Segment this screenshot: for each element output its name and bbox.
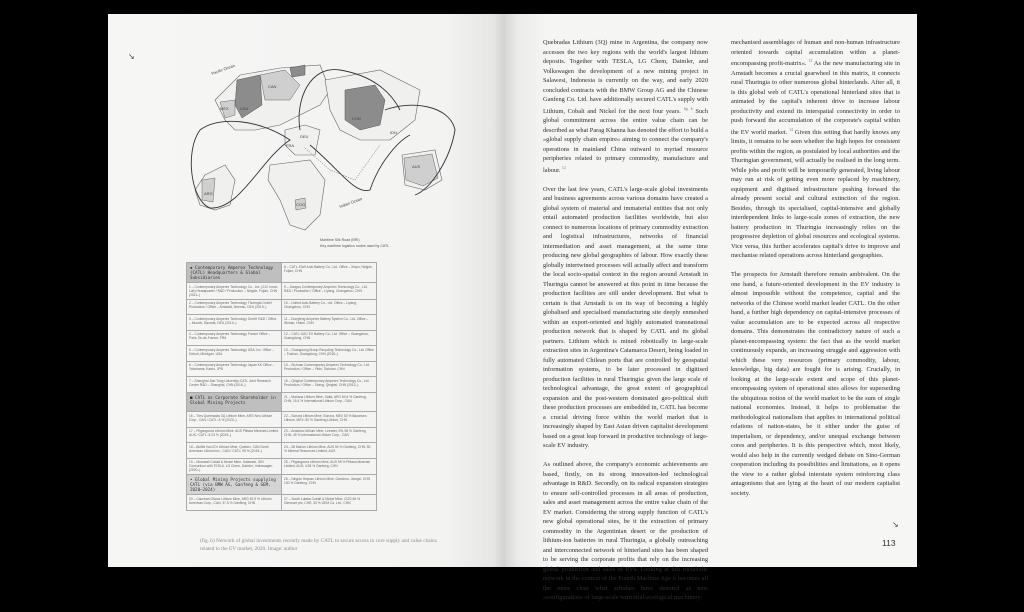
label-pacific-ocean: Pacific Ocean	[210, 62, 236, 76]
landmass-south-america	[195, 165, 235, 210]
table-cell: 5 – Contemporary Amperex Technology USA, Inc. Office – Detroit, Michigan, USA	[187, 346, 282, 362]
table-cell: 9 – Jiangsu Contemporary Amperex Technology Co., Ltd. R&D / Production / Office – Liyang, Changzhou, CHN	[282, 283, 377, 300]
landmass-africa	[268, 160, 325, 230]
table-cell: 6 – Contemporary Amperex Technology Japan KK Office – Yokohama, Kanto, JPN	[187, 361, 282, 377]
table-cell: 21 – Mariana Lithium Mine, Salta, ARG 84.6 % Ganfeng, CHN; 15.4 % International Lithium Corp., CAN	[282, 393, 377, 412]
ink-mark-icon: ↘	[892, 520, 899, 529]
table-cell: 2 – Contemporary Amperex Technology Thuringia GmbH Production / Office – Arnstadt, Ilmenau, DEU (2019–)	[187, 299, 282, 315]
table-cell: 15 – Qinghai Contemporary Amperex Technology Co., Ltd. Production / Office – Xining, Qinghai, CHN (2012–)	[282, 377, 377, 393]
text-column-2	[731, 38, 900, 508]
subsidiaries-header: ◆ Contemporary Amperex Technology (CATL) Headquarters & Global Subsidiaries	[187, 263, 282, 283]
table-cell: 22 – Sonora Lithium Mine, Sonora, MEX 50 % Bacanora Lithium, MEX; 50 % Ganfeng Lithium, CHN	[282, 412, 377, 428]
label-fra: FRA	[286, 143, 294, 148]
table-cell: 16 – Tres Quebradas 3Q Lithium Mine, ARG Neo Lithium Corp., CAN / CATL: 8 % (2020–)	[187, 412, 282, 428]
table-cell: 4 – Contemporary Amperex Technology France Office – Paris, Île-de-France, FRA	[187, 330, 282, 346]
table-cell: 17 – Pilgangoora Lithium Mine, AUS Pilbara Minerals Limited, AUS / CATL: 8.23 % (2019–)	[187, 427, 282, 443]
label-idn: IDN	[390, 130, 397, 135]
page-number: 113	[882, 538, 896, 548]
table-cell: 1 – Contemporary Amperex Technology Co., Ltd. (21C Innov. Lab) Headquarter / R&D / Production – Ningde, Fujian, CHN (2011–)	[187, 283, 282, 300]
label-chn: CHN	[352, 116, 361, 121]
table-cell: 7 – Shanghai Jiao Tong University-CATL Joint Research Center R&D – Shanghai, CHN (2016–)	[187, 377, 282, 393]
table-cell: 18 – Abitibi Val-d'Or Lithium Mine, Quebec, CAN North American Lithium Inc., CAN / CATL: 95 % (2019–)	[187, 443, 282, 459]
table-cell: 26 – Ningdu Heyuan Lithium Mine, Ganzhou, Jiangxi, CHN 100 % Ganfeng, CHN	[282, 475, 377, 495]
world-map	[180, 30, 480, 260]
label-usa: USA	[240, 106, 249, 111]
shareholder-header: ■ CATL as Corporate Shareholder in Global Mining Projects	[187, 393, 282, 412]
ink-mark-icon: ↘	[128, 52, 135, 61]
legend-silk-road: Maritime Silk Road (BRI)	[320, 238, 360, 242]
label-can: CAN	[268, 84, 277, 89]
footnote-ref: 14	[789, 127, 793, 132]
label-deu: DEU	[300, 134, 309, 139]
label-mex: MEX	[220, 106, 229, 111]
map-legend	[320, 237, 389, 249]
table-cell: 13 – Guangdong Brunp Recycling Technology Co., Ltd. Office – Foshan, Guangdong, CHN (2015–)	[282, 346, 377, 362]
paragraph: mechanised assemblages of human and non-human infrastructure oriented towards capital accumulation within a planet-encompassing profit-matrix«. $^{13}$ As the new manufacturing site in Arnstadt becomes a crucial gearwheel in this matrix, it connects rural Thuringia to other numerous global hinterlands. After all, it is this global web of CATL's operational hinterland sites that is animated by the capital's inherent drive to increase labour productivity and extend its interspatial connectivity in order to push forward the accumulation of the corporate's capital within the EV world market. $^{14}$ Given this setting that hardly knows any limits, it remains to be seen whether the high hopes for consistent profits within the region, as postulated by local authorities and the Thuringian government, will actually be realised in the long term. While jobs and profit will be temporarily generated, living labour may run at risk of getting even more replaced by machinery, equipment and digitised infrastructure pushing forward the already present social and cultural extinction of the region. Besides, through its specialised, capital-intensive and globally interdependent links to large-scale zones of extraction, the new battery production in Thuringia increasingly relies on the progressive depletion of global resources and ecological systems. Vice versa, this further accelerates capital's drive to improve and mechanise related operations across hinterland geographies.	[731, 39, 900, 260]
label-indian-ocean: Indian Ocean	[338, 196, 363, 209]
paragraph: Quebradas Lithium (3Q) mine in Argentina, the company now accesses the two key regions with the world's largest lithium deposits. Together with TESLA, LG Chem, Daimler, and Volkswagen the development of a new mining project in Salawesi, Indonesia is currently on the way, and early 2020 concluded contracts with the BMW Group AG and the Chinese Ganfeng Co. Ltd. have additionally secured CATL's supply with Lithium, Cobalt and Nickel for the next four years. $^{fig. b}$ Such global commitment across the entire value chain can be described as what Parag Khanna has denoted the effort to build a »global supply chain empire« aiming to connect the company's operations in mainland China outward to myriad resource peripheries related to primary commodity, manufacture and labour. $^{12}$	[543, 39, 709, 174]
label-aus: AUS	[412, 164, 421, 169]
table-cell: 8 – CATL-FAW Auto Battery Co., Ltd. Office – Xiapu, Ningde, Fujian, CHN	[282, 263, 377, 283]
route-indian	[310, 135, 410, 191]
paragraph: As outlined above, the company's economic achievements are based, firstly, on its strong innovation-led technological advantage in R&D. Secondly, on its radical expansion strategies to ensure self-controlled processes in all areas of production, sales and asset management across the entire value chain of the EV market. Considering the strong supply function of CATL's new global operational sites, be it the extraction of primary commodity in the Argentinian desert or the production of lithium-ion batteries in rural Thuringia, a globally outreaching and interconnected network of hinterland sites has been shaped to be serving the corporate profits that rely on the increasing global production and sales of EVs. Looking at this metabolic network in the context of the Fourth Machine Age it becomes all the more clear what scholars have denoted as new »configurations of large-scale territorial-ecological machinery:	[543, 461, 708, 602]
table-cell: 10 – United Auto Battery Co., Ltd. Office – Liyang, Changzhou, CHN	[282, 299, 377, 315]
label-arg: ARG	[204, 191, 213, 196]
table-cell: 23 – Avalonia Lithium Mine, Leinster, IRL 55 % Ganfeng, CHN; 45 % International Lithium Corp., CAN	[282, 427, 377, 443]
figure-reference: fig. b	[683, 106, 693, 111]
supplying-header: • Global Mining Projects supplying CATL (via BMW AG, Ganfeng & GEM, 2020–2024)	[187, 475, 282, 495]
text-column-1	[543, 38, 708, 612]
table-cell: 20 – Cauchari-Olaroz Lithium Mine, ARG 62.5 % Lithium Americas Corp., CAN; 37.5 % Ganfeng, CHN	[187, 495, 282, 511]
country-arg	[202, 178, 215, 202]
table-cell: 27 – South Lulaba Cobalt & Nickel Mine, COG 66 % Glencore plc, CHE; 33 % GEM Co. Ltd., CHN	[282, 495, 377, 511]
paragraph: The prospects for Arnstadt therefore remain ambivalent. On the one hand, a future-oriented development in the EV industry is almost impossible without the competence, capital and the networks of the Chinese world market leader CATL. On the other hand, a further high dependency on capital-intensive processes of value accumulation are to be expected across all respective domains. This demonstrates the contradictory nature of such a planet-encompassing system: the fact that as the world market continuously expands, an increasing struggle and aggression with which these very resources (primary commodity, labour, knowledge, big data) are fought for is arising. Crucially, in looking at the large-scale extent and scope of this planet-encompassing system of operational sites allows for superseding the ubiquitous notion of the world market to be the sum of single national economies. Instead, it helps to problematise the methodological nationalism that applies to international political relations of nation-states, be it either under the guise of imperialism, or dependency, and/or unequal exchange between cores and peripheries. It is this perspective which, most likely, would also help in the currently wedged debate on Sino-German cooperation including its possibilities and limitations, as it opens the view to a rather global interstate system reinforcing class antagonisms that are lying at the heart of our modern capitalist society.	[731, 271, 900, 497]
table-cell: 11 – Dongfeng Amperex Battery System Co., Ltd. Office – Wuhan, Hubei, CHN	[282, 315, 377, 331]
footnote-ref: 12	[562, 165, 566, 170]
table-cell: 24 – Mt Marion Lithium Mine, AUS 50 % Ganfeng, CHN; 50 % Mineral Resources Limited, AUS	[282, 443, 377, 459]
table-cell: 19 – Morowali Cobalt & Nickel Mine, Salawesi, IDN Consortium with TESLA, LG Chem, Daimler, Volkswagen (2020–)	[187, 458, 282, 475]
legend-routes: Key maritime logistics routes used by CATL	[320, 244, 390, 248]
country-chn	[345, 85, 385, 130]
table-cell: 12 – CATL-GAC EV Battery Co., Ltd. Office – Guangzhou, Guangdong, CHN	[282, 330, 377, 346]
figure-caption: (fig. b) Network of global investments recently made by CATL to secure access to core supply and value chains related to the EV market, 2020. Image: author	[200, 538, 437, 552]
label-cog: COG	[296, 202, 306, 207]
table-cell: 3 – Contemporary Amperex Technology GmbH R&D / Office – Munich, Bavaria, DEU (2014–)	[187, 315, 282, 331]
mining-table	[186, 392, 377, 511]
subsidiaries-table	[186, 262, 377, 393]
table-cell: 14 – Sichuan Contemporary Amperex Technology Co., Ltd. Production / Office – Yibin, Sichuan, CHN	[282, 361, 377, 377]
paragraph: Over the last few years, CATL's large-scale global investments and business agreements across various domains have created a global system of material and immaterial entities that not only entail automated production facilities worldwide, but also connect to numerous locations of primary commodity extraction and logistical infrastructures, networks of financial intermediation and asset management, at the same time producing new global geographies of labour. How exactly these globally intertwined processes will actually affect and transform the local socio-spatial context in the region around Arnstadt in Thuringia cannot be answered at this point in time because the production facilities are still under development. But what is certain is that Arnstadt is on its way of becoming a highly globalised and specialised manufacturing site deeply enmeshed within an export-oriented and highly automated transnational production network that is shaped by CATL and its global partners. Lithium which is mined robotically in large-scale extraction sites in Argentina's Catamarca Desert, being loaded in fully automated Chilean ports that are controlled by geospatial information systems, to be later processed in digitised production facilities in rural Thuringia: given the large scale of technological advantage, the great extent of geographical expansion and the post-western dominated geo-political shift these production processes are embedded in, CATL has become a crucial driving force within the world market that is increasingly shaped by East Asian driven capitalist development based on a great leap forward in productive technology of large-scale EV industry.	[543, 185, 708, 450]
table-cell: 25 – Pilgangoora Lithium Mine, AUS 95 % Pilbara Minerals Limited, AUS; 4.55 % Ganfeng, CHN	[282, 458, 377, 475]
footnote-ref: 13	[808, 59, 813, 63]
